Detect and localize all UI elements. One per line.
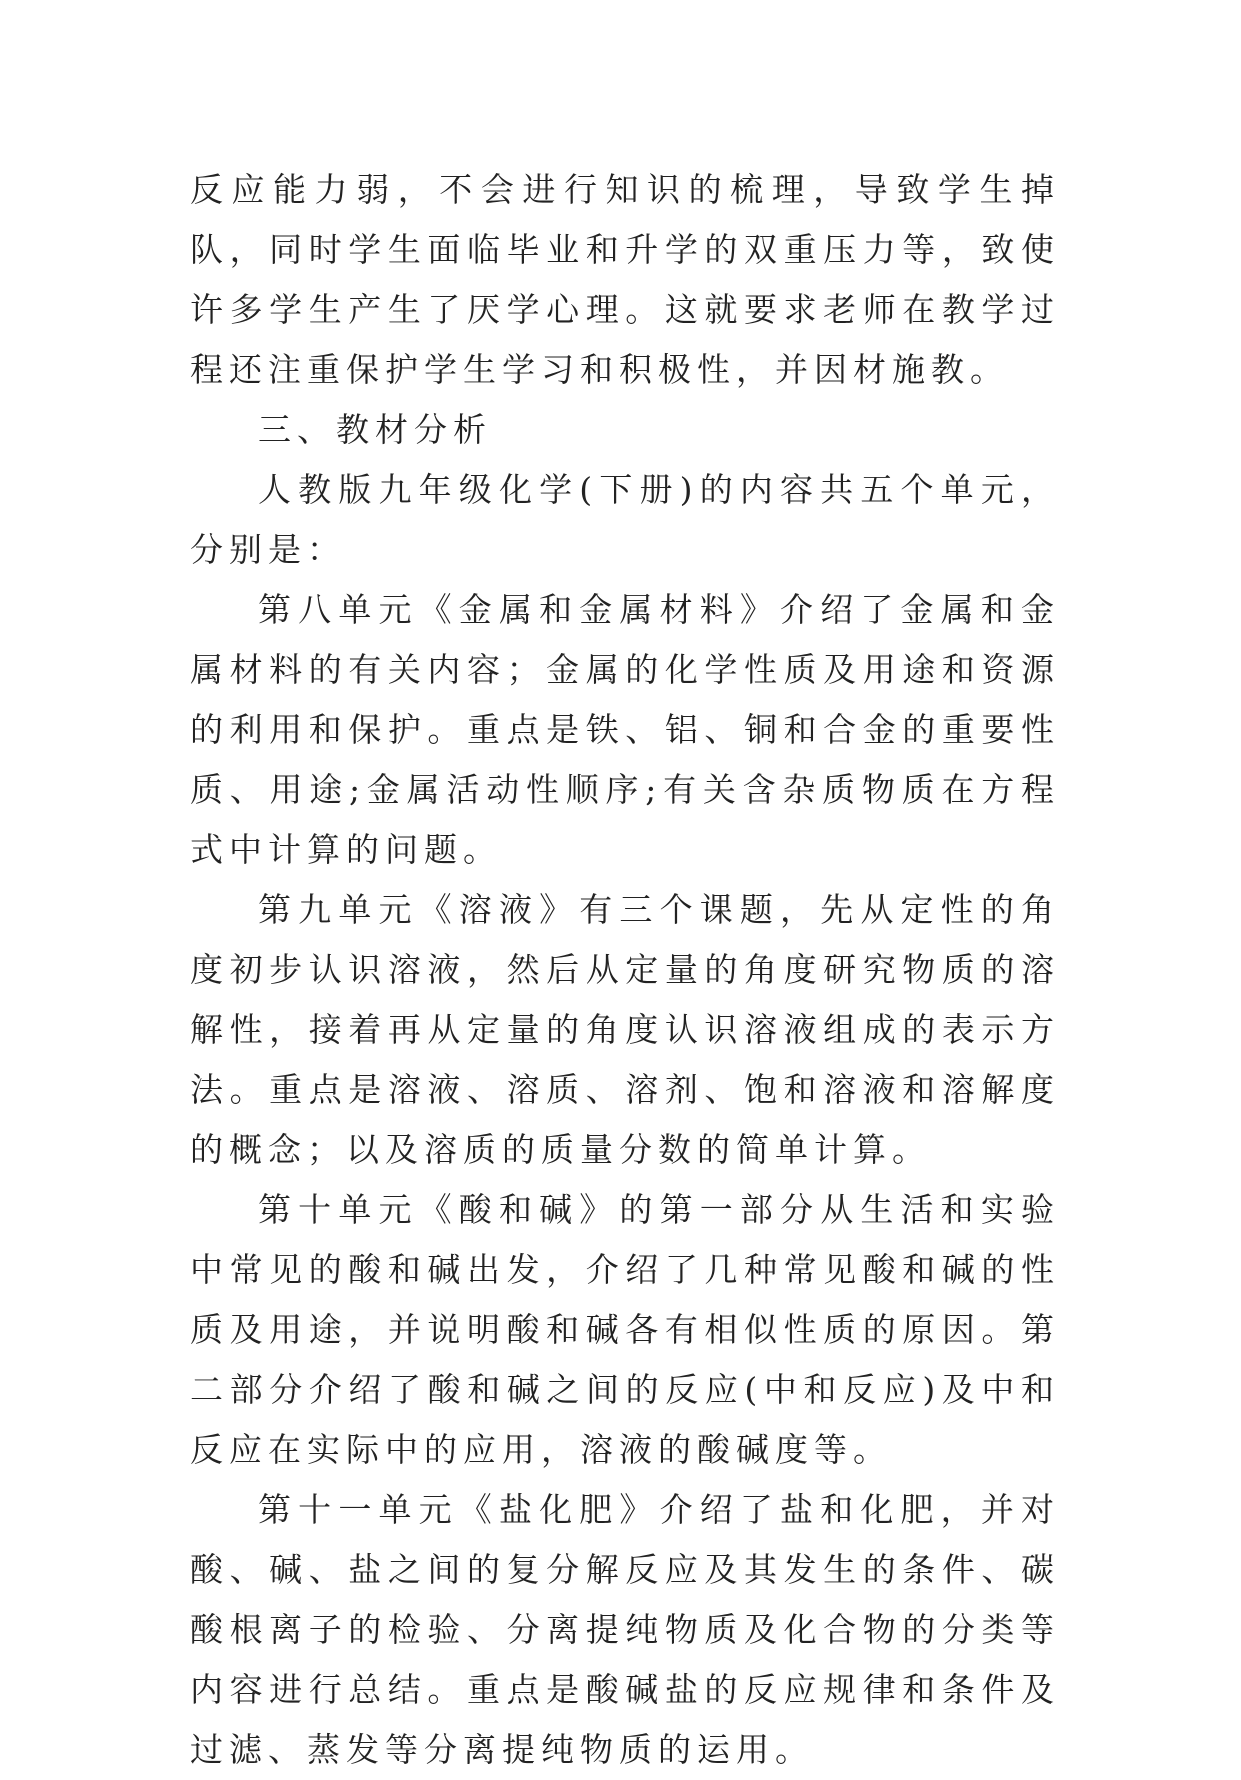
section-heading: 三、教材分析 — [258, 410, 492, 449]
paragraph-unit-9: 第九单元《溶液》有三个课题，先从定性的角度初步认识溶液，然后从定量的角度研究物质的溶解性，接着再从定量的角度认识溶液组成的表示方法。重点是溶液、溶质、溶剂、饱和溶液和溶解度的概念；以及溶质的质量分数的简单计算。 — [190, 890, 1060, 1169]
document-body — [190, 160, 1060, 1780]
paragraph-continuation: 反应能力弱，不会进行知识的梳理，导致学生掉队，同时学生面临毕业和升学的双重压力等，致使许多学生产生了厌学心理。这就要求老师在教学过程还注重保护学生学习和积极性，并因材施教。 — [190, 170, 1060, 389]
paragraph-intro: 人教版九年级化学(下册)的内容共五个单元，分别是： — [190, 470, 1060, 569]
paragraph-unit-8: 第八单元《金属和金属材料》介绍了金属和金属材料的有关内容；金属的化学性质及用途和资源的利用和保护。重点是铁、铝、铜和合金的重要性质、用途;金属活动性顺序;有关含杂质物质在方程式中计算的问题。 — [190, 590, 1060, 869]
paragraph-unit-10: 第十单元《酸和碱》的第一部分从生活和实验中常见的酸和碱出发，介绍了几种常见酸和碱的性质及用途，并说明酸和碱各有相似性质的原因。第二部分介绍了酸和碱之间的反应(中和反应)及中和反应在实际中的应用，溶液的酸碱度等。 — [190, 1190, 1060, 1469]
paragraph-unit-11: 第十一单元《盐化肥》介绍了盐和化肥，并对酸、碱、盐之间的复分解反应及其发生的条件、碳酸根离子的检验、分离提纯物质及化合物的分类等内容进行总结。重点是酸碱盐的反应规律和条件及过滤、蒸发等分离提纯物质的运用。 — [190, 1490, 1060, 1769]
